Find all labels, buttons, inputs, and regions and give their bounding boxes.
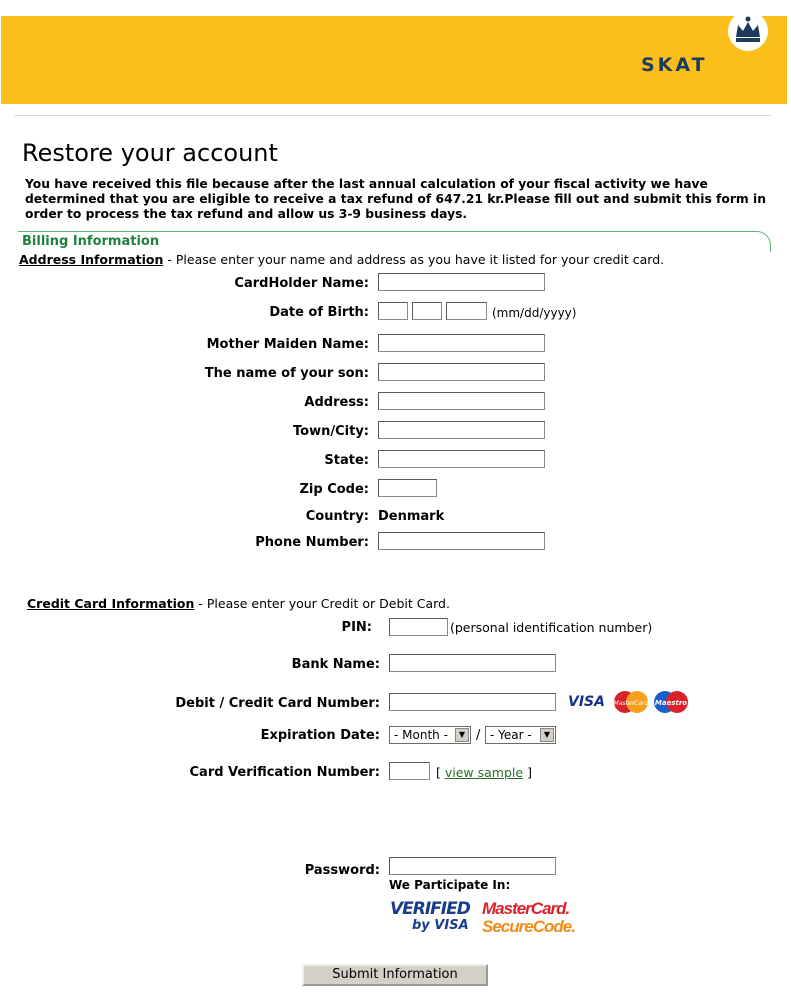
mastercard-logo-icon (612, 690, 650, 714)
cardholder-label: CardHolder Name: (234, 276, 369, 291)
chevron-down-icon: ▼ (455, 728, 469, 742)
pin-label: PIN: (341, 620, 372, 635)
town-label: Town/City: (293, 424, 369, 439)
cvv-bracket-close: ] (527, 765, 532, 780)
visa-logo: VISA (568, 694, 605, 710)
mastercard-logo-text: MasterCard (613, 700, 649, 707)
expiry-month-value: - Month - (394, 728, 448, 742)
chevron-down-icon: ▼ (540, 728, 554, 742)
state-label: State: (324, 453, 369, 468)
cardholder-input[interactable] (378, 273, 545, 291)
expiry-month-select[interactable] (389, 726, 471, 744)
dob-year-input[interactable] (446, 302, 487, 320)
expiry-separator: / (476, 728, 481, 743)
town-input[interactable] (378, 421, 545, 439)
verified-text: VERIFIED (390, 899, 470, 919)
card-info-line (27, 596, 450, 611)
by-visa-text: by VISA (412, 918, 469, 933)
cvv-sample (436, 765, 532, 780)
phone-label: Phone Number: (255, 535, 369, 550)
dob-hint: (mm/dd/yyyy) (492, 306, 577, 320)
card-desc: - Please enter your Credit or Debit Card. (194, 596, 450, 611)
expiry-label: Expiration Date: (260, 728, 380, 743)
billing-heading: Billing Information (22, 234, 160, 249)
pin-hint: (personal identification number) (450, 620, 653, 635)
son-name-label: The name of your son: (204, 366, 369, 381)
bank-name-input[interactable] (389, 654, 556, 672)
submit-button[interactable]: Submit Information (302, 964, 488, 986)
phone-input[interactable] (378, 532, 545, 550)
expiry-year-select[interactable] (485, 726, 556, 744)
crown-logo-icon (720, 11, 770, 53)
bank-name-label: Bank Name: (291, 657, 380, 672)
maestro-logo-text: Maestro (654, 699, 688, 707)
mastercard-securecode-badge (482, 899, 592, 939)
maestro-logo-icon (651, 690, 691, 714)
view-sample-link[interactable]: view sample (444, 765, 524, 780)
card-number-input[interactable] (389, 693, 556, 711)
zip-label: Zip Code: (299, 482, 369, 497)
address-input[interactable] (378, 392, 545, 410)
cvv-bracket-open: [ (436, 765, 441, 780)
zip-input[interactable] (378, 479, 437, 497)
page-title: Restore your account (22, 139, 278, 167)
participate-label: We Participate In: (389, 878, 511, 892)
skat-logo-text: SKAT (641, 54, 708, 76)
son-name-input[interactable] (378, 363, 545, 381)
intro-text: You have received this file because after the last annual calculation of your fiscal activity we have determined that you are eligible to receive a tax refund of 647.21 kr.Please fill out and submit this form in order to process the tax refund and allow us 3-9 business days. (25, 177, 766, 221)
address-heading: Address Information (19, 252, 164, 267)
password-label: Password: (304, 863, 380, 878)
mother-maiden-label: Mother Maiden Name: (206, 337, 369, 352)
country-label: Country: (305, 509, 369, 524)
verified-by-visa-badge (390, 899, 470, 939)
cvv-input[interactable] (389, 762, 430, 780)
dob-day-input[interactable] (412, 302, 442, 320)
address-label: Address: (304, 395, 369, 410)
mastercard-text: MasterCard. (482, 899, 570, 918)
country-value: Denmark (378, 509, 445, 524)
dob-month-input[interactable] (378, 302, 408, 320)
password-input[interactable] (389, 857, 556, 875)
divider (14, 115, 772, 116)
address-info-line (19, 252, 664, 267)
card-heading: Credit Card Information (27, 596, 195, 611)
mother-maiden-input[interactable] (378, 334, 545, 352)
address-desc: - Please enter your name and address as you have it listed for your credit card. (163, 252, 665, 267)
dob-label: Date of Birth: (269, 305, 369, 320)
expiry-year-value: - Year - (490, 728, 532, 742)
card-number-label: Debit / Credit Card Number: (175, 696, 380, 711)
cvv-label: Card Verification Number: (189, 765, 380, 780)
pin-input[interactable] (389, 618, 448, 636)
state-input[interactable] (378, 450, 545, 468)
securecode-text: SecureCode. (482, 917, 575, 936)
